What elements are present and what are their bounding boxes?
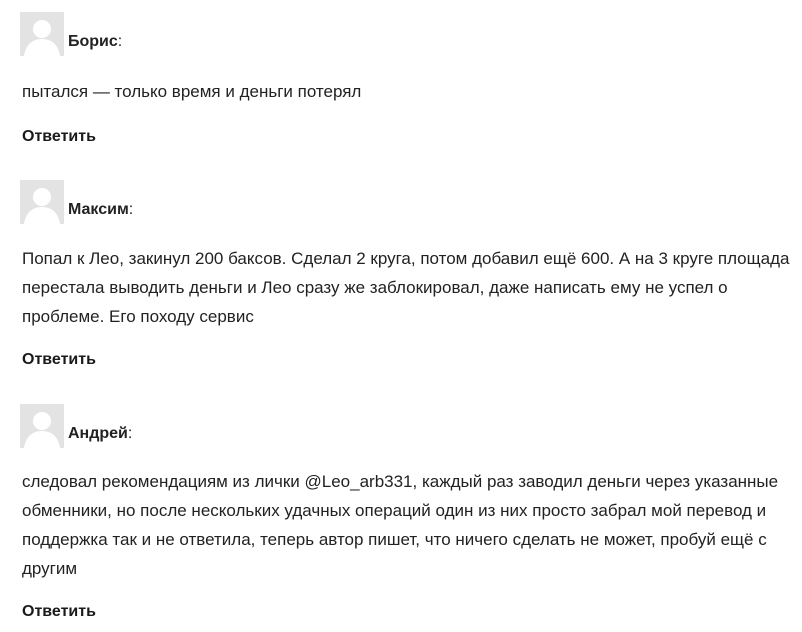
author-name: Борис <box>68 33 118 50</box>
author-line <box>68 200 133 220</box>
author-name: Андрей <box>68 425 128 442</box>
comment-header <box>20 12 420 60</box>
author-line <box>68 32 122 52</box>
reply-button[interactable]: Ответить <box>22 351 96 368</box>
avatar-icon <box>20 404 64 448</box>
author-separator: : <box>128 201 134 218</box>
avatar-icon <box>20 12 64 56</box>
reply-button[interactable]: Ответить <box>22 128 96 145</box>
comment-text: следовал рекомендациям из лички @Leo_arb331, каждый раз заводил деньги через указанные обменники, но после нескольких удачных операций один из них просто забрал мой перевод и поддержка так и не ответила, теперь автор пишет, что ничего сделать не может, пробуй ещё с другим <box>22 472 779 578</box>
author-name: Максим <box>68 201 129 218</box>
avatar-icon <box>20 180 64 224</box>
comment-text: пытался — только время и деньги потерял <box>22 82 362 101</box>
author-separator: : <box>127 425 133 442</box>
comment-text: Попал к Лео, закинул 200 баксов. Сделал 2 круга, потом добавил ещё 600. А на 3 круге площада перестала выводить деньги и Лео сразу же заблокировал, даже написать ему не успел о проблеме. Его походу сервис <box>22 249 790 326</box>
comment-header <box>20 180 420 228</box>
comment-header <box>20 404 420 452</box>
reply-button[interactable]: Ответить <box>22 603 96 620</box>
author-separator: : <box>117 33 123 50</box>
author-line <box>68 424 132 444</box>
